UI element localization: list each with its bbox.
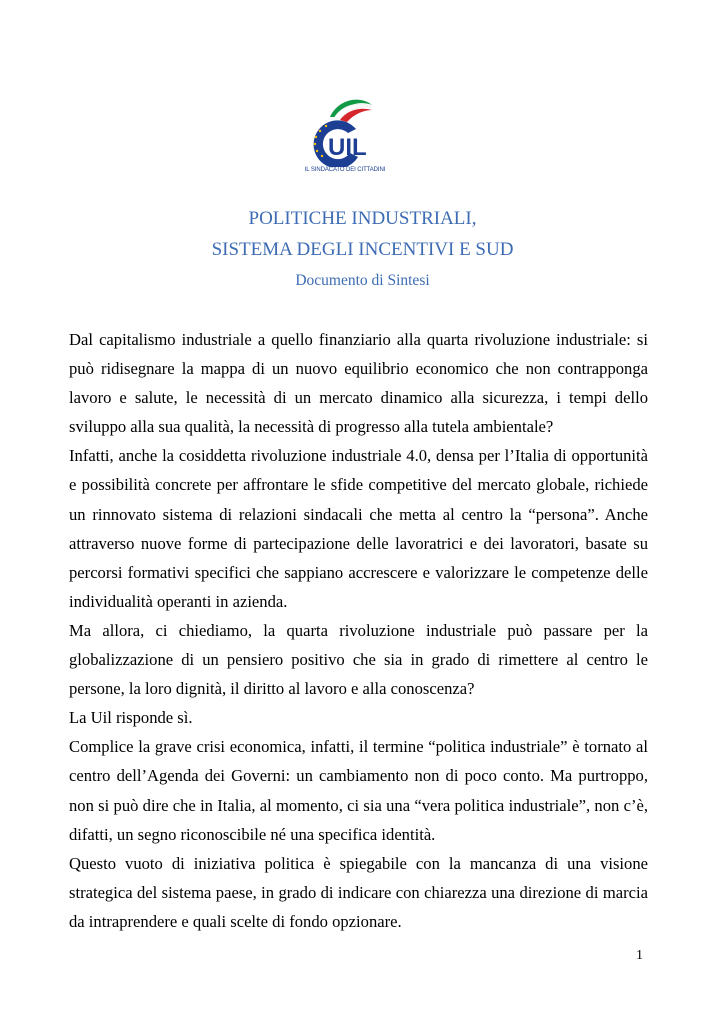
document-subtitle: Documento di Sintesi bbox=[295, 272, 430, 289]
paragraph: Dal capitalismo industriale a quello finanziario alla quarta rivoluzione industriale: si può ridisegnare la mappa di un nuovo equilibrio economico che non contrapponga lavoro e salute, le necessità di un mercato dinamico alla sicurezza, i tempi dello sviluppo alla sua qualità, la necessità di progresso alla tutela ambientale? bbox=[69, 330, 648, 437]
logo-wordmark: UIL bbox=[328, 134, 367, 161]
uil-logo bbox=[300, 95, 390, 180]
logo-caption: IL SINDACATO DEI CITTADINI bbox=[304, 167, 386, 173]
uil-logo-emblem bbox=[300, 95, 390, 167]
document-title-line-1: POLITICHE INDUSTRIALI, bbox=[248, 208, 477, 229]
paragraph: Infatti, anche la cosiddetta rivoluzione industriale 4.0, densa per l’Italia di opportunità e possibilità concrete per affrontare le sfide competitive del mercato globale, richiede un rinnovato sistema di relazioni sindacali che metta al centro la “persona”. Anche attraverso nuove forme di partecipazione delle lavoratrici e dei lavoratori, basate su percorsi formativi specifici che sappiano accrescere e valorizzare le competenze delle individualità operanti in azienda. bbox=[69, 446, 648, 611]
document-header bbox=[0, 203, 725, 291]
paragraph: Questo vuoto di iniziativa politica è spiegabile con la mancanza di una visione strategica del sistema paese, in grado di indicare con chiarezza una direzione di marcia da intraprendere e quali scelte di fondo opzionare. bbox=[69, 853, 648, 931]
paragraph: Complice la grave crisi economica, infatti, il termine “politica industriale” è tornato al centro dell’Agenda dei Governi: un cambiamento non di poco conto. Ma purtroppo, non si può dire che in Italia, al momento, ci sia una “vera politica industriale”, non c’è, difatti, un segno riconoscibile né una specifica identità. bbox=[69, 737, 648, 844]
document-title-line-2: SISTEMA DEGLI INCENTIVI E SUD bbox=[211, 239, 514, 260]
page-number: 1 bbox=[636, 948, 643, 963]
paragraph: Ma allora, ci chiediamo, la quarta rivoluzione industriale può passare per la globalizzazione di un pensiero positivo che sia in grado di rimettere al centro le persone, la loro dignità, il diritto al lavoro e alla conoscenza? bbox=[69, 620, 648, 699]
paragraph: La Uil risponde sì. bbox=[69, 708, 193, 728]
document-body bbox=[69, 325, 648, 936]
